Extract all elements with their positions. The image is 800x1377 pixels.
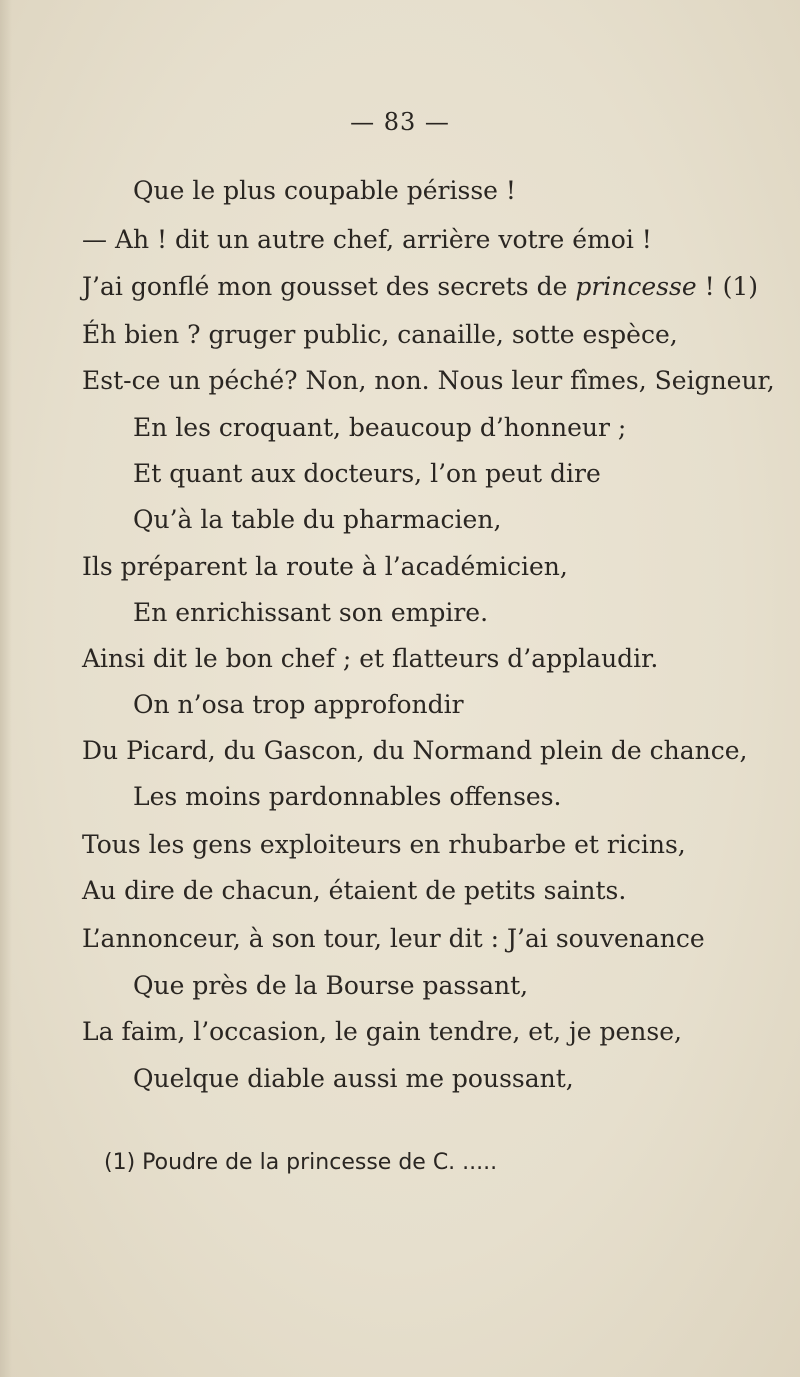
verse-line-6: En les croquant, beaucoup d’honneur ; bbox=[133, 413, 627, 442]
verse-line-3-italic: princesse bbox=[575, 272, 697, 301]
footnote: (1) Poudre de la princesse de C. ..... bbox=[104, 1150, 498, 1175]
verse-line-5: Est-ce un péché? Non, non. Nous leur fîmes, Seigneur, bbox=[82, 366, 775, 395]
verse-line-19: La faim, l’occasion, le gain tendre, et, je pense, bbox=[82, 1017, 682, 1046]
verse-line-2: — Ah ! dit un autre chef, arrière votre émoi ! bbox=[82, 225, 652, 254]
verse-line-3-start: J’ai gonflé mon gousset des secrets de bbox=[82, 272, 576, 301]
verse-line-3-end: ! (1) bbox=[696, 272, 758, 301]
verse-line-12: On n’osa trop approfondir bbox=[133, 690, 464, 719]
verse-line-9: Ils préparent la route à l’académicien, bbox=[82, 552, 568, 581]
verse-line-1: Que le plus coupable périsse ! bbox=[133, 176, 516, 205]
verse-line-18: Que près de la Bourse passant, bbox=[133, 971, 529, 1000]
page-edge-shadow bbox=[0, 0, 12, 1377]
verse-line-8: Qu’à la table du pharmacien, bbox=[133, 505, 502, 534]
verse-line-4: Éh bien ? gruger public, canaille, sotte espèce, bbox=[82, 320, 678, 349]
verse-line-15: Tous les gens exploiteurs en rhubarbe et ricins, bbox=[82, 830, 686, 859]
verse-line-20: Quelque diable aussi me poussant, bbox=[133, 1064, 574, 1093]
verse-line-13: Du Picard, du Gascon, du Normand plein de chance, bbox=[82, 736, 748, 765]
page-number: — 83 — bbox=[350, 108, 450, 136]
verse-line-17: L’annonceur, à son tour, leur dit : J’ai souvenance bbox=[82, 924, 705, 953]
verse-line-10: En enrichissant son empire. bbox=[133, 598, 489, 627]
verse-line-11: Ainsi dit le bon chef ; et flatteurs d’applaudir. bbox=[82, 644, 659, 673]
verse-line-7: Et quant aux docteurs, l’on peut dire bbox=[133, 459, 601, 488]
verse-line-16: Au dire de chacun, étaient de petits saints. bbox=[82, 876, 627, 905]
verse-line-14: Les moins pardonnables offenses. bbox=[133, 782, 562, 811]
verse-line-3 bbox=[82, 272, 758, 302]
